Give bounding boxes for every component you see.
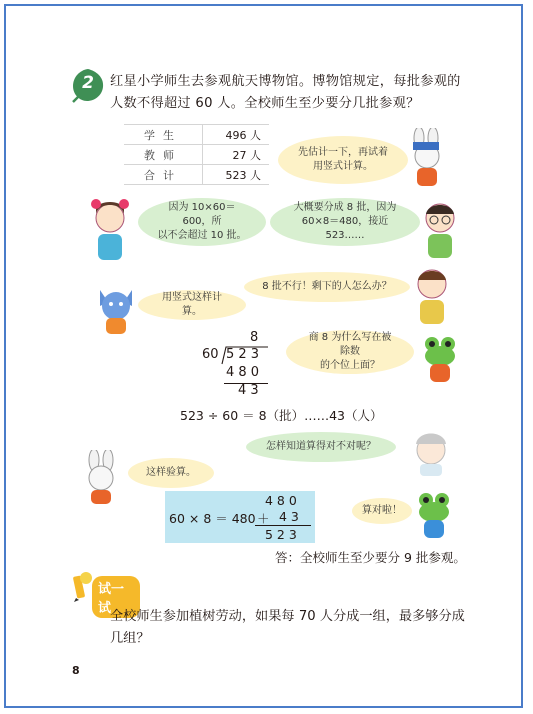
table-row <box>124 165 269 185</box>
problem-number: 2 <box>82 73 94 93</box>
people-table <box>124 124 269 185</box>
row-label: 教师 <box>124 145 203 165</box>
check-sum: 5 2 3 <box>265 527 297 542</box>
boy-worried-character-icon <box>408 264 456 326</box>
speech-bubble-boy-check <box>246 432 396 462</box>
bubble-text: 先估计一下，再试着 用竖式计算。 <box>298 147 388 172</box>
division-equation: 523 ÷ 60 ＝ 8（批）……43（人） <box>180 408 383 423</box>
speech-bubble-boy-glasses <box>270 198 420 246</box>
row-value: 27 人 <box>203 145 270 165</box>
verification-box <box>165 491 315 543</box>
speech-bubble-rabbit-check <box>128 458 214 488</box>
leaf-number-badge <box>70 67 106 103</box>
division-dividend: 5 2 3 <box>226 347 260 362</box>
speech-bubble-boy-worried <box>244 272 410 302</box>
check-line <box>255 525 311 526</box>
bubble-text: 算对啦！ <box>362 505 402 516</box>
bubble-text: 8 批不行！剩下的人怎么办？ <box>262 281 392 292</box>
frog-character-icon <box>420 334 460 386</box>
bubble-text: 用竖式这样计算。 <box>162 292 222 317</box>
long-division <box>200 330 270 400</box>
division-divisor: 60 <box>202 347 219 362</box>
speech-bubble-girl <box>138 198 266 246</box>
cat-character-icon <box>92 282 140 338</box>
bubble-text: 因为 10×60＝600，所 以不会超过 10 批。 <box>157 202 247 241</box>
table-row <box>124 125 269 145</box>
row-value: 523 人 <box>203 165 270 185</box>
boy-cap-character-icon <box>408 424 454 478</box>
problem-text: 红星小学师生去参观航天博物馆。博物馆规定，每批参观的人数不得超过 60 人。全校师生至少要分几批参观？ <box>110 74 461 111</box>
speech-bubble-cat <box>138 290 246 320</box>
division-product: 4 8 0 <box>226 365 260 380</box>
try-text: 全校师生参加植树劳动，如果每 70 人分成一组，最多够分成几组？ <box>110 609 465 646</box>
try-badge <box>70 570 140 616</box>
division-remainder: 4 3 <box>238 383 259 398</box>
check-equation: 60 × 8 ＝ 480 <box>169 511 256 526</box>
speech-bubble-rabbit-estimate <box>278 136 408 184</box>
row-label: 学生 <box>124 125 203 145</box>
boy-glasses-character-icon <box>418 198 462 262</box>
table-row <box>124 145 269 165</box>
check-addend2: 4 3 <box>279 509 299 524</box>
speech-bubble-frog-right <box>352 498 412 524</box>
row-label: 合计 <box>124 165 203 185</box>
speech-bubble-frog-question <box>286 330 414 374</box>
check-addend1: 4 8 0 <box>265 493 297 508</box>
rabbit-character-icon <box>405 128 451 190</box>
rabbit-check-character-icon <box>78 450 128 506</box>
frog-right-character-icon <box>414 490 454 542</box>
girl-character-icon <box>86 196 134 266</box>
bubble-text: 怎样知道算得对不对呢？ <box>266 441 376 452</box>
bubble-text: 商 8 为什么写在被除数 的个位上面？ <box>308 332 392 371</box>
division-quotient: 8 <box>250 330 259 345</box>
bubble-text: 大概要分成 8 批，因为 60×8＝480，接近 523…… <box>293 202 397 241</box>
bubble-text: 这样验算。 <box>146 467 196 478</box>
page-number: 8 <box>72 664 80 677</box>
answer-text: 答：全校师生至少要分 9 批参观。 <box>275 550 466 565</box>
check-plus-sign: ＋ <box>257 511 270 526</box>
try-label: 试一试 <box>92 576 140 618</box>
row-value: 496 人 <box>203 125 270 145</box>
